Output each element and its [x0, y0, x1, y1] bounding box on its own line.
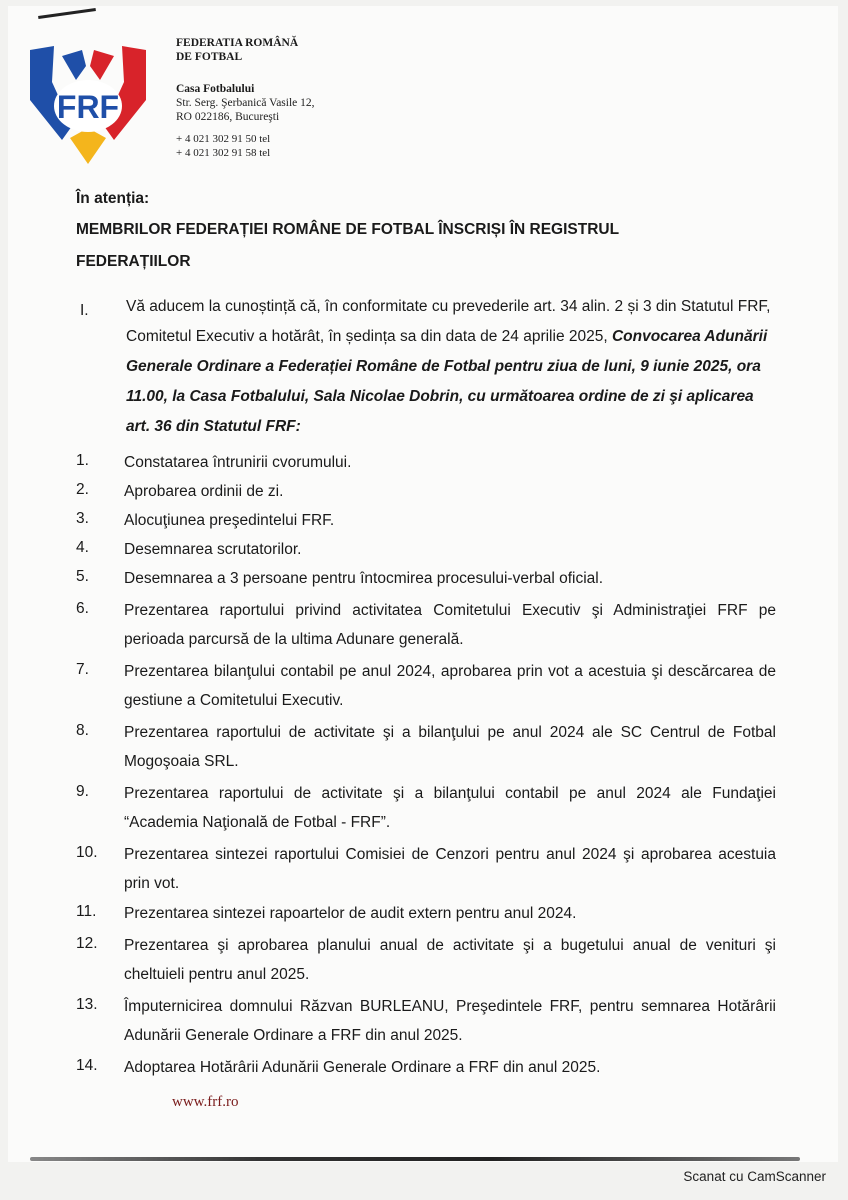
- agenda-item-number: 13.: [76, 996, 98, 1013]
- agenda-item-text: Aprobarea ordinii de zi.: [124, 483, 284, 500]
- agenda-item-text: Constatarea întrunirii cvorumului.: [124, 454, 352, 471]
- agenda-item: [76, 564, 776, 593]
- agenda-item-text: Prezentarea sintezei raportului Comisiei de Cenzori pentru anul 2024 şi aprobarea acestuia prin vot.: [124, 846, 776, 892]
- attention-label: În atenția:: [76, 190, 150, 207]
- agenda-item: [76, 899, 776, 928]
- intro-paragraph: [76, 292, 776, 442]
- agenda-item: [76, 657, 776, 715]
- agenda-item: [76, 1053, 776, 1082]
- agenda-item-number: 1.: [76, 452, 89, 469]
- website-link[interactable]: www.frf.ro: [172, 1094, 239, 1110]
- org-name-line2: DE FOTBAL: [176, 51, 243, 63]
- house-name: Casa Fotbalului: [176, 83, 255, 95]
- scanner-watermark: Scanat cu CamScanner: [683, 1169, 826, 1184]
- agenda-item-text: Alocuţiunea preşedintelui FRF.: [124, 512, 335, 529]
- agenda-item-text: Prezentarea sintezei rapoartelor de audit extern pentru anul 2024.: [124, 905, 577, 922]
- address-line2: RO 022186, Bucureşti: [176, 111, 280, 123]
- agenda-item-number: 7.: [76, 661, 89, 678]
- agenda-item-text: Desemnarea scrutatorilor.: [124, 541, 302, 558]
- agenda-item-number: 11.: [76, 903, 97, 920]
- address-line1: Str. Serg. Şerbanică Vasile 12,: [176, 97, 315, 109]
- agenda-item: [76, 448, 776, 477]
- intro-text: Vă aducem la cunoștință că, în conformitate cu prevederile art. 34 alin. 2 și 3 din Statutul FRF, Comitetul Executiv a hotărât, în ședința sa din data de 24 aprilie 2025,: [126, 298, 771, 345]
- addressee: [76, 214, 716, 278]
- agenda-item: [76, 506, 776, 535]
- intro-emphasis: Convocarea Adunării Generale Ordinare a Federației Române de Fotbal pentru ziua de luni, 9 iunie 2025, ora 11.00, la Casa Fotbalului, Sala Nicolae Dobrin, cu următoarea ordine de zi şi aplicarea art. 36 din Statutul FRF:: [126, 328, 768, 435]
- page-bottom-edge: [30, 1157, 800, 1161]
- agenda-item-number: 3.: [76, 510, 89, 527]
- intro-number: I.: [80, 302, 89, 319]
- frf-logo: [22, 36, 154, 168]
- letterhead: [176, 36, 315, 160]
- agenda-item-number: 10.: [76, 844, 98, 861]
- agenda-item-number: 5.: [76, 568, 89, 585]
- agenda-item-text: Desemnarea a 3 persoane pentru întocmirea procesului-verbal oficial.: [124, 570, 604, 587]
- agenda-item: [76, 477, 776, 506]
- agenda-item-number: 2.: [76, 481, 89, 498]
- agenda-item-text: Prezentarea raportului privind activitatea Comitetului Executiv şi Administraţiei FRF pe perioada parcursă de la ultima Adunare generală.: [124, 602, 776, 648]
- agenda-item: [76, 992, 776, 1050]
- agenda-item-text: Prezentarea bilanţului contabil pe anul 2024, aprobarea prin vot a acestuia şi descărcarea de gestiune a Comitetului Executiv.: [124, 663, 776, 709]
- agenda-item: [76, 840, 776, 898]
- phone-2: + 4 021 302 91 58 tel: [176, 147, 271, 159]
- agenda-item-number: 8.: [76, 722, 89, 739]
- agenda-item: [76, 718, 776, 776]
- agenda-item-number: 14.: [76, 1057, 98, 1074]
- agenda-item-number: 6.: [76, 600, 89, 617]
- agenda-item-text: Prezentarea raportului de activitate şi a bilanţului contabil pe anul 2024 ale Fundaţiei “Academia Naţională de Fotbal - FRF”.: [124, 785, 776, 831]
- org-name-line1: FEDERATIA ROMÂNĂ: [176, 37, 299, 49]
- agenda-list: [76, 448, 776, 1082]
- agenda-item: [76, 779, 776, 837]
- agenda-item-number: 4.: [76, 539, 89, 556]
- addressee-line2: FEDERAȚIILOR: [76, 253, 191, 270]
- agenda-item: [76, 535, 776, 564]
- agenda-item-text: Adoptarea Hotărârii Adunării Generale Ordinare a FRF din anul 2025.: [124, 1059, 601, 1076]
- agenda-item-text: Prezentarea raportului de activitate şi a bilanţului pe anul 2024 ale SC Centrul de Fotbal Mogoşoaia SRL.: [124, 724, 776, 770]
- agenda-item-number: 9.: [76, 783, 89, 800]
- phone-1: + 4 021 302 91 50 tel: [176, 133, 271, 145]
- agenda-item-text: Prezentarea şi aprobarea planului anual de activitate şi a bugetului anual de venituri şi cheltuieli pentru anul 2025.: [124, 937, 776, 983]
- agenda-item-text: Împuternicirea domnului Răzvan BURLEANU, Preşedintele FRF, pentru semnarea Hotărârii Adunării Generale Ordinare a FRF din anul 2025.: [124, 998, 776, 1044]
- agenda-item: [76, 931, 776, 989]
- agenda-item: [76, 596, 776, 654]
- addressee-line1: MEMBRILOR FEDERAȚIEI ROMÂNE DE FOTBAL ÎNSCRIȘI ÎN REGISTRUL: [76, 221, 620, 238]
- agenda-item-number: 12.: [76, 935, 98, 952]
- logo-text: FRF: [56, 89, 120, 125]
